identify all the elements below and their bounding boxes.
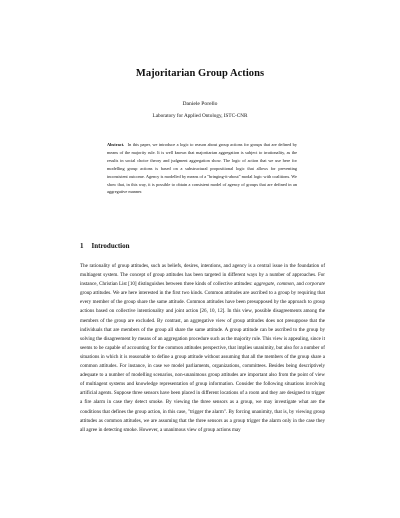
author-affiliation: Laboratory for Applied Ontology, ISTC-CNR <box>152 113 248 119</box>
term-aggregate: aggregate <box>253 281 275 288</box>
abstract <box>107 141 297 196</box>
introduction-body <box>80 262 325 435</box>
intro-separator-1: , <box>274 281 277 288</box>
term-common: common <box>276 281 294 288</box>
intro-separator-2: , and <box>293 281 306 288</box>
section-title: Introduction <box>91 242 130 250</box>
intro-text-part2: group attitudes. We are here interested in the first two kinds. Common attitudes are ascribed to a group by requiring that every member of the group share the same attitude. Common attitudes have been presupposed by the approach to group actions based on collective intentionality and joint action [26, 10, 12]. In this view, possible disagreements among the members of the group are excluded. By contrast, an aggregative view of group attitudes does not presuppose that the individuals that are members of the group all share the same attitude. A group attitude can be ascribed to the group by solving the disagreement by means of an aggregation procedure such as the majority rule. This view is appealing, since it seems to be capable of accounting for the common attitudes perspective, that implies unanimity, but also for a number of situations in which it is reasonable to define a group attitude without assuming that all the members of the group share a common attitudes. For instance, in case we model parliaments, organizations, committees. Besides being descriptively adequate to a number of modelling scenarios, non-unanimous group attitudes are important also from the point of view of multiagent systems and knowledge representation of group information. Consider the following situations involving artificial agents. Suppose three sensors have been placed in different locations of a room and they are designed to trigger a fire alarm in case they detect smoke. By viewing the three sensors as a group, we may investigate what are the conditions that defines the group action, in this case, "trigger the alarm". By forcing unanimity, that is, by viewing group attitudes as common attitudes, we are assuming that the three sensors as a group trigger the alarm only in the case they all agree in detecting smoke. However, a unanimous view of group actions may <box>80 290 325 433</box>
introduction-paragraph <box>80 262 325 435</box>
section-heading-introduction <box>80 242 130 250</box>
abstract-label: Abstract. <box>107 142 125 147</box>
intro-text-part1: The rationality of group attitudes, such as beliefs, desires, intentions, and agency is a central issue in the foundation of multiagent system. The concept of group attitudes has been targeted in different ways by a number of approaches. For instance, Christian List [10] distinguishes between three kinds of collective attitudes: <box>80 263 325 288</box>
term-corporate: corporate <box>305 281 325 288</box>
paper-title: Majoritarian Group Actions <box>135 68 265 79</box>
abstract-text: In this paper, we introduce a logic to reason about group actions for groups that are defined by means of the majority rule. It is well known that majoritarian aggregation is subject to irrationality, as the results in social choice theory and judgment aggregation show. The logic of action that we use here for modelling group actions is based on a substructural propositional logic that allows for preventing inconsistent outcome. Agency is modelled by means of a "bringing-it-about" modal logic with coalitions. We show that, in this way, it is possible to obtain a consistent model of agency of groups that are defined in an aggregative manner. <box>107 142 298 195</box>
section-number: 1 <box>80 242 84 250</box>
author-name: Daniele Porello <box>182 101 218 107</box>
